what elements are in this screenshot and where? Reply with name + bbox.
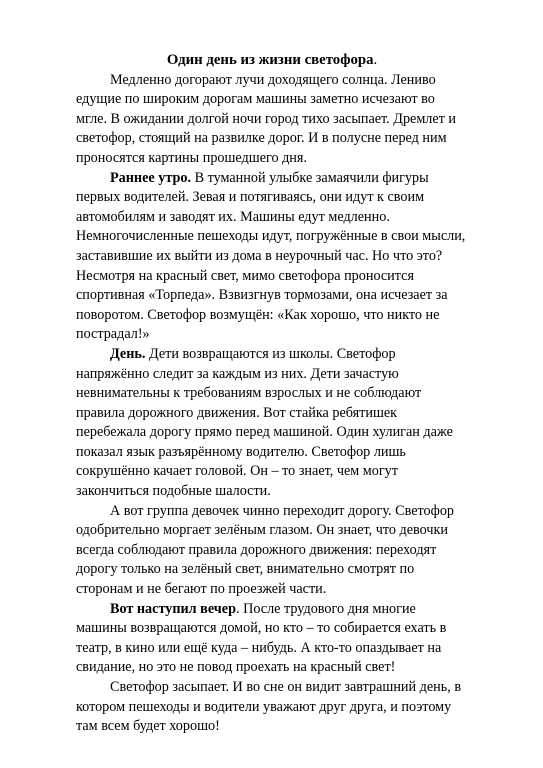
- document-title-text: Один день из жизни светофора: [166, 52, 374, 68]
- document-body: [76, 51, 468, 737]
- paragraph-girls-crossing: [76, 502, 468, 600]
- paragraph-day: [76, 345, 468, 502]
- paragraph-text: А вот группа девочек чинно переходит дорогу. Светофор одобрительно моргает зелёным глазом. Он знает, что девочки всегда соблюдают правила дорожного движения: переходят дорогу только на зелёный свет, внимательно смотрят по сторонам и не бегают по проезжей части.: [76, 502, 455, 598]
- paragraph-text: Медленно догорают лучи доходящего солнца. Лениво едущие по широким дорогам машины заметно исчезают во мгле. В ожидании долгой ночи город тихо засыпает. Дремлет и светофор, стоящий на развилке дорог. И в полусне перед ним проносятся картины прошедшего дня.: [76, 71, 457, 166]
- paragraph-lead-heading: Вот наступил вечер: [110, 600, 236, 617]
- paragraph-lead-heading: Раннее утро.: [110, 169, 192, 186]
- paragraph-evening: [76, 600, 468, 678]
- document-title-punctuation: .: [373, 52, 378, 68]
- paragraph-text: Дети возвращаются из школы. Светофор напряжённо следит за каждым из них. Дети зачастую невнимательны к требованиям взрослых и не соблюдают правила дорожного движения. Вот стайка ребятишек перебежала дорогу прямо перед машиной. Один хулиган даже показал язык разъярённому водителю. Светофор лишь сокрушённо качает головой. Он – то знает, чем могут закончиться подобные шалости.: [76, 345, 453, 500]
- paragraph-text: . После трудового дня многие машины возвращаются домой, но кто – то собирается ехать в театр, в кино или ещё куда – нибудь. А кто-то опаздывает на свидание, но это не повод проехать на красный свет!: [76, 600, 447, 676]
- paragraph-lead-heading: День.: [110, 345, 146, 362]
- document-title: [76, 51, 468, 71]
- paragraph-conclusion: [76, 678, 468, 737]
- paragraph-text: В туманной улыбке замаячили фигуры первых водителей. Зевая и потягиваясь, они идут к своим автомобилям и заводят их. Машины едут медленно. Немногочисленные пешеходы идут, погружённые в свои мысли, заставившие их выйти из дома в неурочный час. Но что это? Несмотря на красный свет, мимо светофора проносится спортивная «Торпеда». Взвизгнув тормозами, она исчезает за поворотом. Светофор возмущён: «Как хорошо, что никто не пострадал!»: [76, 169, 466, 343]
- paragraph-text: Светофор засыпает. И во сне он видит завтрашний день, в котором пешеходы и водители уважают друг друга, и поэтому там всем будет хорошо!: [76, 679, 462, 735]
- paragraph-evening-intro: [76, 71, 468, 169]
- paragraph-early-morning: [76, 169, 468, 345]
